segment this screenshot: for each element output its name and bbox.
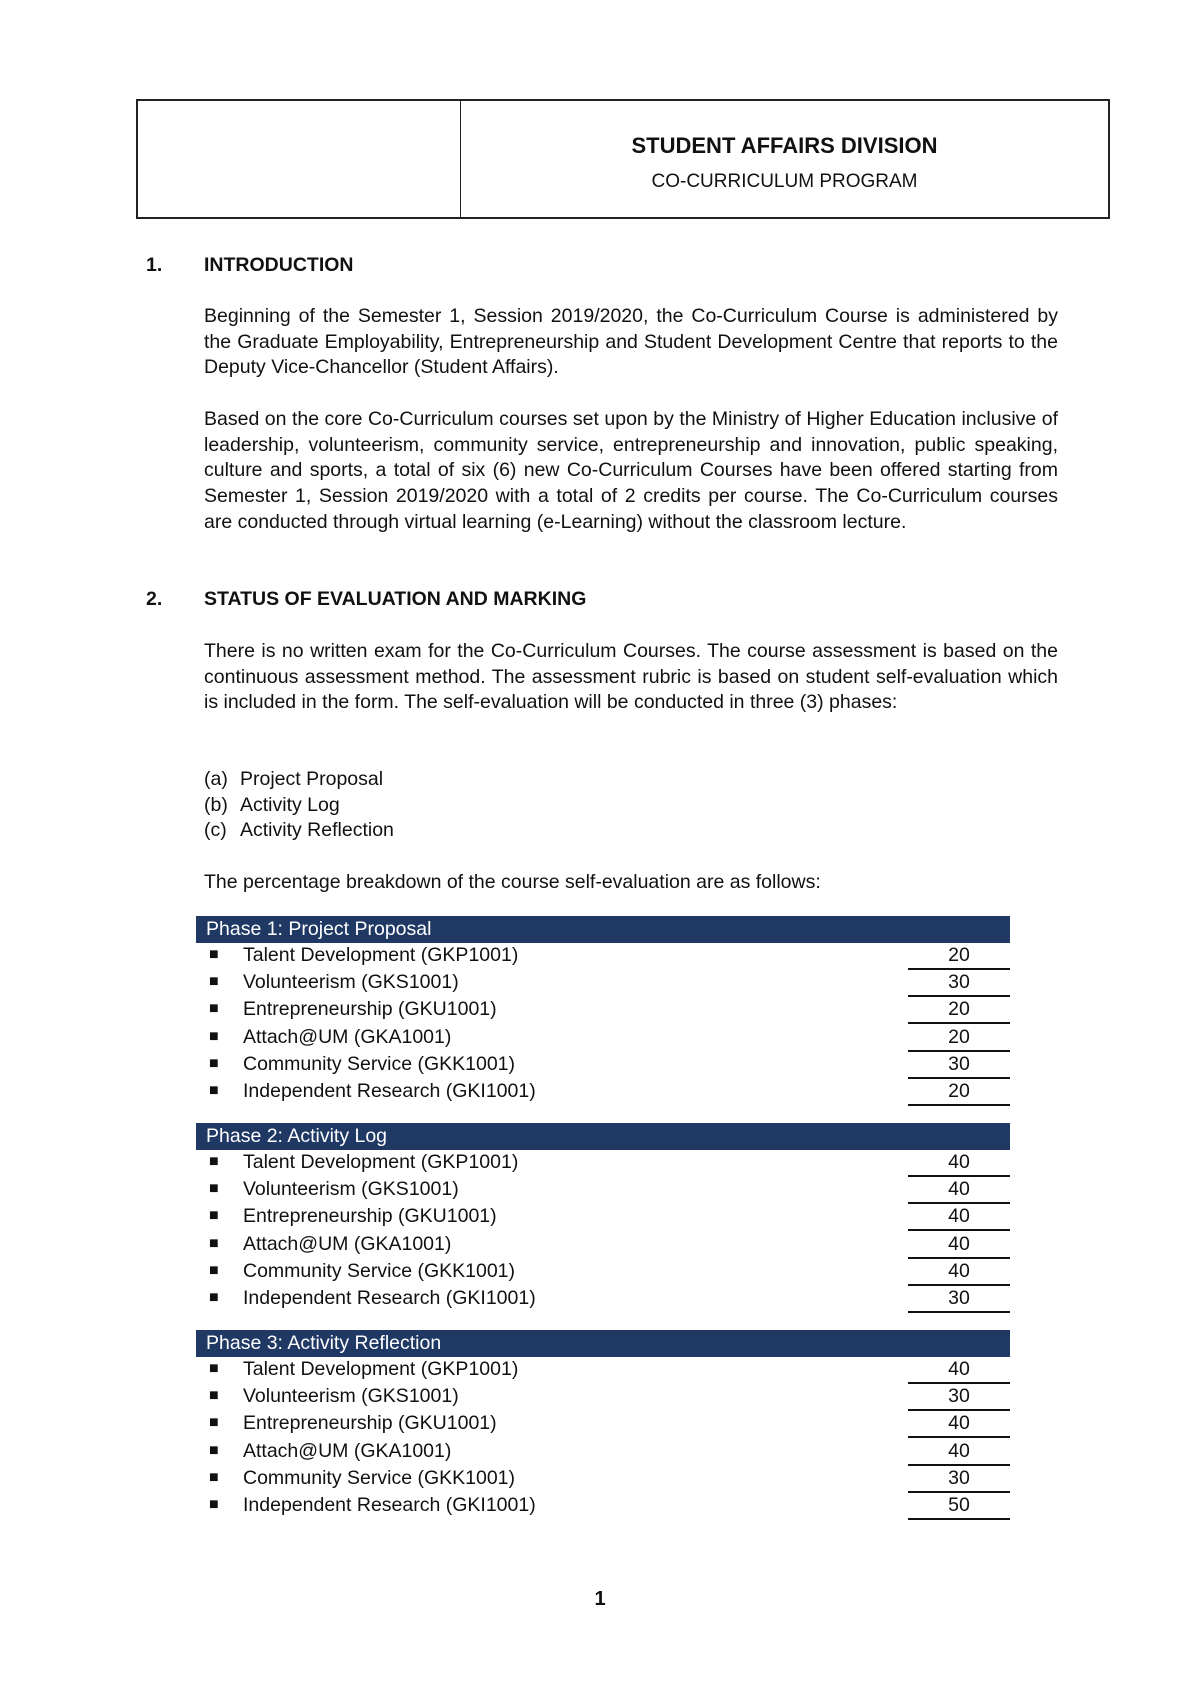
list-item: (a) Project Proposal [204,768,384,790]
bullet-icon: ■ [209,1387,219,1405]
table-row: ■ Community Service (GKK1001) 30 [196,1466,1010,1493]
bullet-icon: ■ [209,1054,219,1072]
table-row: ■ Talent Development (GKP1001) 20 [196,943,1010,970]
section-title: STATUS OF EVALUATION AND MARKING [204,588,587,610]
bullet-icon: ■ [209,1207,219,1225]
bullet-icon: ■ [209,1081,219,1099]
bullet-icon: ■ [209,973,219,991]
table-row: ■ Talent Development (GKP1001) 40 [196,1150,1010,1177]
table-row: ■ Attach@UM (GKA1001) 40 [196,1232,1010,1259]
bullet-icon: ■ [209,1441,219,1459]
section-title: INTRODUCTION [204,254,354,276]
section-heading-evaluation [146,588,586,611]
bullet-icon: ■ [209,1027,219,1045]
bullet-icon: ■ [209,1468,219,1486]
header-box [136,99,1110,219]
bullet-icon: ■ [209,1000,219,1018]
logo-area [138,101,461,217]
intro-paragraph-1: Beginning of the Semester 1, Session 2019/2020, the Co-Curriculum Course is administered by the Graduate Employability, Entrepreneurship and Student Development Centre that reports to the Deputy Vice-Chancellor (Student Affairs). [204,305,1058,379]
table-row: ■ Attach@UM (GKA1001) 40 [196,1439,1010,1466]
phase-list [204,767,394,844]
phase-table-2 [196,1123,1010,1313]
section-heading-introduction [146,254,354,277]
section-number: 2. [146,588,163,610]
phase-header: Phase 2: Activity Log [196,1123,1010,1150]
division-title: STUDENT AFFAIRS DIVISION [631,133,938,158]
phase-header: Phase 3: Activity Reflection [196,1330,1010,1357]
bullet-icon: ■ [209,1261,219,1279]
bullet-icon: ■ [209,1153,219,1170]
table-row: ■ Volunteerism (GKS1001) 40 [196,1177,1010,1204]
table-row: ■ Independent Research (GKI1001) 50 [196,1493,1010,1520]
breakdown-intro: The percentage breakdown of the course self-evaluation are as follows: [204,871,821,893]
program-title: CO-CURRICULUM PROGRAM [651,171,918,192]
bullet-icon: ■ [209,1414,219,1432]
phase-table-1 [196,916,1010,1106]
table-row: ■ Community Service (GKK1001) 30 [196,1052,1010,1079]
bullet-icon: ■ [209,1180,219,1198]
table-row: ■ Independent Research (GKI1001) 30 [196,1286,1010,1313]
section-number: 1. [146,254,163,276]
table-row: ■ Entrepreneurship (GKU1001) 20 [196,997,1010,1024]
table-row: ■ Volunteerism (GKS1001) 30 [196,970,1010,997]
phase-header: Phase 1: Project Proposal [196,916,1010,943]
table-row: ■ Volunteerism (GKS1001) 30 [196,1384,1010,1411]
table-row: ■ Entrepreneurship (GKU1001) 40 [196,1411,1010,1438]
table-row: ■ Community Service (GKK1001) 40 [196,1259,1010,1286]
evaluation-paragraph: There is no written exam for the Co-Curriculum Courses. The course assessment is based on the continuous assessment method. The assessment rubric is based on student self-evaluation which is included in the form. The self-evaluation will be conducted in three (3) phases: [204,640,1058,714]
table-row: ■ Attach@UM (GKA1001) 20 [196,1025,1010,1052]
header-titles [461,101,1108,217]
table-row: ■ Talent Development (GKP1001) 40 [196,1357,1010,1384]
list-item: (b) Activity Log [204,793,340,816]
page-number: 1 [594,1588,606,1610]
phase-table-3 [196,1330,1010,1520]
bullet-icon: ■ [209,1495,219,1513]
bullet-icon: ■ [209,946,219,963]
list-item: (c) Activity Reflection [204,819,394,842]
table-row: ■ Independent Research (GKI1001) 20 [196,1079,1010,1106]
bullet-icon: ■ [209,1288,219,1306]
intro-paragraph-2: Based on the core Co-Curriculum courses set upon by the Ministry of Higher Education inclusive of leadership, volunteerism, community service, entrepreneurship and innovation, public speaking, culture and sports, a total of six (6) new Co-Curriculum Courses have been offered starting from Semester 1, Session 2019/2020 with a total of 2 credits per course. The Co-Curriculum courses are conducted through virtual learning (e-Learning) without the classroom lecture. [204,408,1058,533]
bullet-icon: ■ [209,1234,219,1252]
bullet-icon: ■ [209,1360,219,1377]
table-row: ■ Entrepreneurship (GKU1001) 40 [196,1204,1010,1231]
